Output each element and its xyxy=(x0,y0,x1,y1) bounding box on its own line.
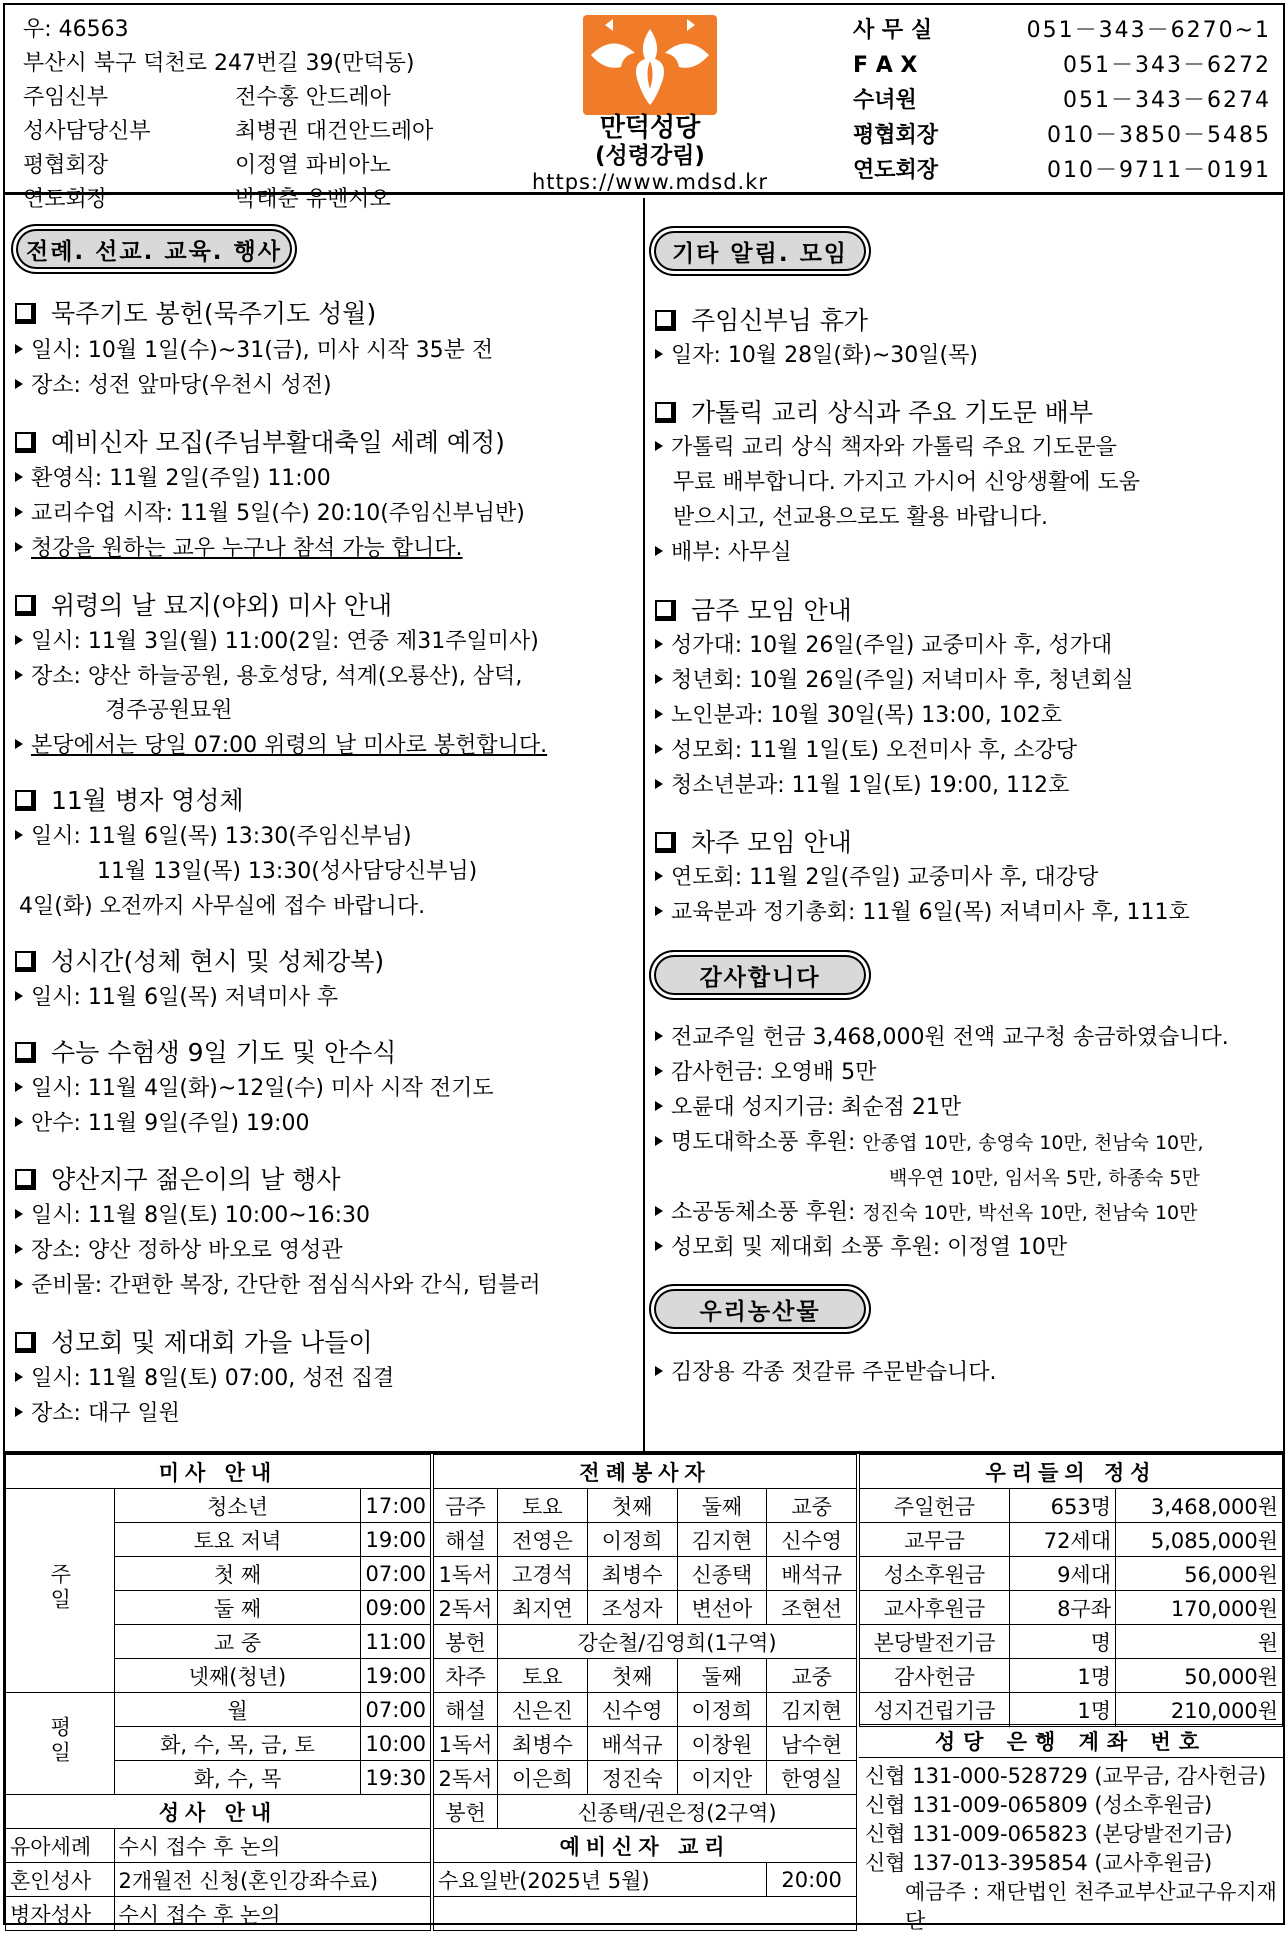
table-row: 병자성사 수시 접수 후 논의 xyxy=(6,1897,431,1931)
list-item: 가톨릭 교리 상식 책자와 가톨릭 주요 기도문을 xyxy=(655,433,1117,463)
liturgy-ministers-table xyxy=(433,1454,857,1931)
triangle-bullet-icon xyxy=(655,1031,663,1041)
checkbox-bullet-icon xyxy=(655,600,673,618)
prayer-group-line: 연도회장 박태춘 유벤시오 xyxy=(23,187,391,212)
table-row: 유아세례 수시 접수 후 논의 xyxy=(6,1829,431,1863)
section-title: 차주 모임 안내 xyxy=(655,823,852,859)
list-item: 일시: 11월 8일(토) 10:00~16:30 xyxy=(15,1201,370,1231)
header xyxy=(5,5,1283,212)
table-row: 교사후원금 8구좌 170,000원 xyxy=(860,1591,1283,1625)
contact-fax: F A X 051－343－6272 xyxy=(853,53,1271,78)
bank-account: 신협 131-009-065809 (성소후원금) xyxy=(865,1793,1213,1817)
section-title: 가톨릭 교리 상식과 주요 기도문 배부 xyxy=(655,393,1093,429)
list-item: 일시: 11월 3일(월) 11:00(2일: 연중 제31주일미사) xyxy=(15,627,539,657)
contact-prayer-group: 연도회장 010－9711－0191 xyxy=(853,158,1271,183)
checkbox-bullet-icon xyxy=(655,402,673,420)
list-item: 청강을 원하는 교우 누구나 참석 가능 합니다. xyxy=(15,534,463,564)
triangle-bullet-icon xyxy=(655,744,663,754)
list-item-note: 4일(화) 오전까지 사무실에 접수 바랍니다. xyxy=(19,894,426,919)
table-row: 수요일반(2025년 5월) 20:00 xyxy=(434,1863,857,1897)
triangle-bullet-icon xyxy=(15,344,23,354)
list-item: 장소: 양산 정하상 바오로 영성관 xyxy=(15,1236,343,1266)
triangle-bullet-icon xyxy=(15,542,23,552)
triangle-bullet-icon xyxy=(15,670,23,680)
council-line: 평협회장 이정열 파비아노 xyxy=(23,153,391,178)
checkbox-bullet-icon xyxy=(15,1042,33,1060)
section-title: 수능 수험생 9일 기도 및 안수식 xyxy=(15,1033,396,1069)
list-item: 전교주일 헌금 3,468,000원 전액 교구청 송금하였습니다. xyxy=(655,1023,1229,1053)
table-header-row: 금주 토요 첫째 둘째 교중 xyxy=(434,1489,857,1523)
table-row: 해설 전영은 이정희 김지현 신수영 xyxy=(434,1523,857,1557)
list-item: 성가대: 10월 26일(주일) 교중미사 후, 성가대 xyxy=(655,631,1112,661)
table-row: 토요 저녁 19:00 xyxy=(6,1523,431,1557)
list-item: 교리수업 시작: 11월 5일(수) 20:10(주임신부님반) xyxy=(15,499,525,529)
priest-line: 성사담당신부 최병권 대건안드레아 xyxy=(23,119,434,144)
table-row: 감사헌금 1명 50,000원 xyxy=(860,1659,1283,1693)
triangle-bullet-icon xyxy=(15,739,23,749)
table-row: 교 중 11:00 xyxy=(6,1625,431,1659)
triangle-bullet-icon xyxy=(655,906,663,916)
liturgy-notice-column xyxy=(5,198,645,1451)
offerings-table xyxy=(859,1454,1283,1727)
section-title: 예비신자 모집(주님부활대축일 세례 예정) xyxy=(15,423,505,459)
bank-account: 신협 137-013-395854 (교사후원금) xyxy=(865,1851,1213,1875)
triangle-bullet-icon xyxy=(15,1244,23,1254)
table-row: 첫 째 07:00 xyxy=(6,1557,431,1591)
list-item-continued: 받으시고, 선교용으로도 활용 바랍니다. xyxy=(673,505,1048,530)
list-item: 노인분과: 10월 30일(목) 13:00, 102호 xyxy=(655,701,1062,731)
table-row xyxy=(434,1897,857,1931)
table-row: 주일헌금 653명 3,468,000원 xyxy=(860,1489,1283,1523)
church-url[interactable]: https://www.mdsd.kr xyxy=(531,170,769,194)
triangle-bullet-icon xyxy=(655,709,663,719)
table-row: 해설 신은진 신수영 이정희 김지현 xyxy=(434,1693,857,1727)
dove-flame-logo-icon xyxy=(583,15,717,115)
checkbox-bullet-icon xyxy=(15,303,33,321)
list-item: 소공동체소풍 후원: 정진숙 10만, 박선옥 10만, 천남숙 10만 xyxy=(655,1198,1197,1228)
pastor-line: 주임신부 전수홍 안드레아 xyxy=(23,85,391,110)
table-title: 예비신자 교리 xyxy=(434,1829,857,1863)
church-identity xyxy=(505,15,795,195)
list-item: 명도대학소풍 후원: 안종엽 10만, 송영숙 10만, 천남숙 10만, xyxy=(655,1128,1204,1158)
bank-title: 성당 은행 계좌 번호 xyxy=(859,1724,1283,1758)
list-item: 오륜대 성지기금: 최순점 21만 xyxy=(655,1093,961,1123)
section-title: 위령의 날 묘지(야외) 미사 안내 xyxy=(15,586,392,622)
table-row: 주일 청소년 17:00 xyxy=(6,1489,431,1523)
list-item-continued: 백우연 10만, 임서옥 5만, 하종숙 5만 xyxy=(889,1167,1200,1189)
triangle-bullet-icon xyxy=(655,674,663,684)
contact-convent: 수녀원 051－343－6274 xyxy=(853,88,1271,113)
triangle-bullet-icon xyxy=(15,1209,23,1219)
triangle-bullet-icon xyxy=(15,1117,23,1127)
triangle-bullet-icon xyxy=(655,779,663,789)
triangle-bullet-icon xyxy=(655,1241,663,1251)
triangle-bullet-icon xyxy=(15,1082,23,1092)
list-item: 청년회: 10월 26일(주일) 저녁미사 후, 청년회실 xyxy=(655,666,1134,696)
table-title: 미사 안내 xyxy=(6,1455,431,1489)
triangle-bullet-icon xyxy=(655,871,663,881)
sunday-label: 주일 xyxy=(6,1489,115,1693)
table-row: 둘 째 09:00 xyxy=(6,1591,431,1625)
triangle-bullet-icon xyxy=(655,1206,663,1216)
checkbox-bullet-icon xyxy=(15,432,33,450)
list-item: 장소: 성전 앞마당(우천시 성전) xyxy=(15,371,332,401)
table-row: 2독서 이은희 정진숙 이지안 한영실 xyxy=(434,1761,857,1795)
table-row: 혼인성사 2개월전 신청(혼인강좌수료) xyxy=(6,1863,431,1897)
triangle-bullet-icon xyxy=(655,1136,663,1146)
triangle-bullet-icon xyxy=(655,639,663,649)
table-header-row: 차주 토요 첫째 둘째 교중 xyxy=(434,1659,857,1693)
table-title: 성사 안내 xyxy=(6,1795,431,1829)
list-item: 안수: 11월 9일(주일) 19:00 xyxy=(15,1109,309,1139)
list-item: 장소: 대구 일원 xyxy=(15,1399,180,1429)
triangle-bullet-icon xyxy=(655,1366,663,1376)
checkbox-bullet-icon xyxy=(15,1169,33,1187)
list-item: 감사헌금: 오영배 5만 xyxy=(655,1058,876,1088)
table-row: 성지건립기금 1명 210,000원 xyxy=(860,1693,1283,1727)
bulletin-page xyxy=(3,3,1285,1933)
table-row: 교무금 72세대 5,085,000원 xyxy=(860,1523,1283,1557)
section-pill-thanks: 감사합니다 xyxy=(649,950,871,1000)
triangle-bullet-icon xyxy=(15,1279,23,1289)
triangle-bullet-icon xyxy=(15,991,23,1001)
triangle-bullet-icon xyxy=(655,1101,663,1111)
section-title: 주임신부님 휴가 xyxy=(655,301,868,337)
section-title: 성모회 및 제대회 가을 나들이 xyxy=(15,1323,373,1359)
section-pill-farm: 우리농산물 xyxy=(649,1284,871,1334)
contact-council: 평협회장 010－3850－5485 xyxy=(853,123,1271,148)
section-title: 묵주기도 봉헌(묵주기도 성월) xyxy=(15,294,376,330)
header-info xyxy=(23,13,433,217)
church-subtitle: (성령강림) xyxy=(595,143,705,169)
bank-account-list xyxy=(859,1758,1283,1940)
triangle-bullet-icon xyxy=(15,1407,23,1417)
table-row: 평일 월 07:00 xyxy=(6,1693,431,1727)
table-row: 1독서 최병수 배석규 이창원 남수현 xyxy=(434,1727,857,1761)
triangle-bullet-icon xyxy=(655,1066,663,1076)
list-item: 환영식: 11월 2일(주일) 11:00 xyxy=(15,464,331,494)
table-row: 성소후원금 9세대 56,000원 xyxy=(860,1557,1283,1591)
list-item-continued: 경주공원묘원 xyxy=(105,698,233,723)
table-title: 우리들의 정성 xyxy=(860,1455,1283,1489)
mass-schedule-table xyxy=(5,1454,431,1931)
section-title: 금주 모임 안내 xyxy=(655,591,852,627)
checkbox-bullet-icon xyxy=(655,310,673,328)
contact-list xyxy=(853,13,1271,188)
bank-accounts xyxy=(859,1724,1283,1940)
checkbox-bullet-icon xyxy=(655,832,673,850)
section-title: 11월 병자 영성체 xyxy=(15,781,244,817)
list-item: 일시: 10월 1일(수)~31(금), 미사 시작 35분 전 xyxy=(15,336,493,366)
list-item-continued: 무료 배부합니다. 가지고 가시어 신앙생활에 도움 xyxy=(673,470,1141,495)
list-item-continued: 11월 13일(목) 13:30(성사담당신부님) xyxy=(97,859,478,884)
table-row: 1독서 고경석 최병수 신종택 배석규 xyxy=(434,1557,857,1591)
account-holder: 예금주 : 재단법인 천주교부산교구유지재단 xyxy=(905,1880,1277,1933)
triangle-bullet-icon xyxy=(15,635,23,645)
bank-account: 신협 131-000-528729 (교무금, 감사헌금) xyxy=(865,1764,1267,1788)
table-row: 2독서 최지연 조성자 변선아 조현선 xyxy=(434,1591,857,1625)
weekday-label: 평일 xyxy=(6,1693,115,1795)
church-name: 만덕성당 xyxy=(599,113,701,143)
triangle-bullet-icon xyxy=(15,379,23,389)
list-item: 배부: 사무실 xyxy=(655,538,792,568)
list-item: 연도회: 11월 2일(주일) 교중미사 후, 대강당 xyxy=(655,863,1098,893)
table-row: 본당발전기금 명 원 xyxy=(860,1625,1283,1659)
triangle-bullet-icon xyxy=(15,1372,23,1382)
list-item: 일시: 11월 4일(화)~12일(수) 미사 시작 전기도 xyxy=(15,1074,494,1104)
triangle-bullet-icon xyxy=(655,441,663,451)
table-row: 봉헌 신종택/권은정(2구역) xyxy=(434,1795,857,1829)
list-item: 일시: 11월 8일(토) 07:00, 성전 집결 xyxy=(15,1364,394,1394)
list-item: 일시: 11월 6일(목) 저녁미사 후 xyxy=(15,983,338,1013)
triangle-bullet-icon xyxy=(655,546,663,556)
checkbox-bullet-icon xyxy=(15,595,33,613)
list-item: 청소년분과: 11월 1일(토) 19:00, 112호 xyxy=(655,771,1069,801)
list-item: 본당에서는 당일 07:00 위령의 날 미사로 봉헌합니다. xyxy=(15,731,547,761)
triangle-bullet-icon xyxy=(15,830,23,840)
table-row: 화, 수, 목, 금, 토 10:00 xyxy=(6,1727,431,1761)
triangle-bullet-icon xyxy=(15,472,23,482)
bank-account: 신협 131-009-065823 (본당발전기금) xyxy=(865,1822,1233,1846)
zip-line: 우: 46563 xyxy=(23,17,129,42)
list-item: 장소: 양산 하늘공원, 용호성당, 석계(오룡산), 삼덕, xyxy=(15,662,522,692)
address-line: 부산시 북구 덕천로 247번길 39(만덕동) xyxy=(23,51,415,76)
section-pill-liturgy: 전례. 선교. 교육. 행사 xyxy=(11,224,297,274)
checkbox-bullet-icon xyxy=(15,1332,33,1350)
list-item: 교육분과 정기총회: 11월 6일(목) 저녁미사 후, 111호 xyxy=(655,898,1190,928)
list-item: 성모회: 11월 1일(토) 오전미사 후, 소강당 xyxy=(655,736,1077,766)
table-row: 봉헌 강순철/김영희(1구역) xyxy=(434,1625,857,1659)
list-item: 준비물: 간편한 복장, 간단한 점심식사와 간식, 텀블러 xyxy=(15,1271,541,1301)
table-title: 전례봉사자 xyxy=(434,1455,857,1489)
list-item: 성모회 및 제대회 소풍 후원: 이정열 10만 xyxy=(655,1233,1067,1263)
general-notice-column xyxy=(647,198,1283,1451)
table-row: 화, 수, 목 19:30 xyxy=(6,1761,431,1795)
checkbox-bullet-icon xyxy=(15,951,33,969)
triangle-bullet-icon xyxy=(15,507,23,517)
info-tables xyxy=(5,1451,1283,1933)
section-pill-notices: 기타 알림. 모임 xyxy=(649,226,871,276)
list-item: 김장용 각종 젓갈류 주문받습니다. xyxy=(655,1358,997,1388)
list-item: 일시: 11월 6일(목) 13:30(주임신부님) xyxy=(15,822,412,852)
table-row: 넷째(청년) 19:00 xyxy=(6,1659,431,1693)
contact-office: 사 무 실 051－343－6270~1 xyxy=(853,18,1271,43)
list-item: 일자: 10월 28일(화)~30일(목) xyxy=(655,341,978,371)
section-title: 양산지구 젊은이의 날 행사 xyxy=(15,1160,341,1196)
checkbox-bullet-icon xyxy=(15,790,33,808)
section-title: 성시간(성체 현시 및 성체강복) xyxy=(15,942,384,978)
triangle-bullet-icon xyxy=(655,349,663,359)
